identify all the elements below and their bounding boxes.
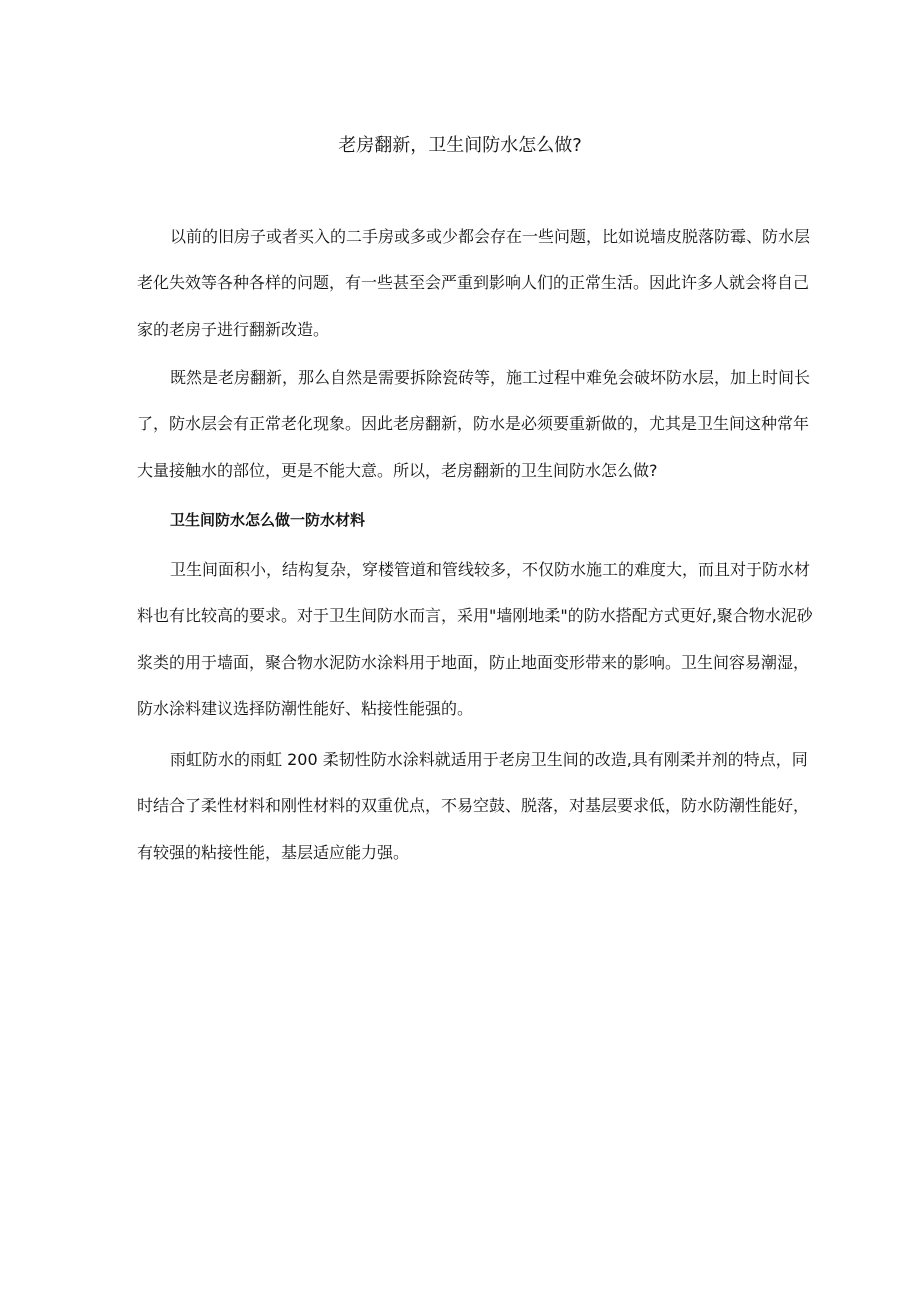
text-line: 卫生间面积小，结构复杂，穿楼管道和管线较多，不仅防水施工的难度大，而且对于防水材 (170, 560, 811, 579)
text-line: 料也有比较高的要求。对于卫生间防水而言，采用"墙刚地柔"的防水搭配方式更好,聚合物水泥砂 (137, 606, 813, 625)
text-line: 浆类的用于墙面，聚合物水泥防水涂料用于地面，防止地面变形带来的影响。卫生间容易潮湿， (137, 653, 810, 672)
text-line: 既然是老房翻新，那么自然是需要拆除瓷砖等，施工过程中难免会破坏防水层，加上时间长 (170, 368, 811, 387)
section-heading: 卫生间防水怎么做一防水材料 (170, 511, 366, 529)
document-title: 老房翻新，卫生间防水怎么做? (338, 135, 582, 156)
text-line: 大量接触水的部位，更是不能大意。所以，老房翻新的卫生间防水怎么做? (137, 461, 658, 480)
text-line: 老化失效等各种各样的问题，有一些甚至会严重到影响人们的正常生活。因此许多人就会将自己 (137, 273, 810, 292)
text-line: 雨虹防水的雨虹 200 柔韧性防水涂料就适用于老房卫生间的改造,具有刚柔并剂的特点，同 (170, 750, 808, 769)
text-line: 以前的旧房子或者买入的二手房或多或少都会存在一些问题，比如说墙皮脱落防霉、防水层 (170, 227, 811, 246)
text-line: 时结合了柔性材料和刚性材料的双重优点，不易空鼓、脱落，对基层要求低，防水防潮性能好， (137, 796, 810, 815)
text-line: 家的老房子进行翻新改造。 (137, 320, 330, 339)
text-line: 防水涂料建议选择防潮性能好、粘接性能强的。 (137, 699, 474, 718)
text-line: 有较强的粘接性能，基层适应能力强。 (137, 843, 410, 862)
text-line: 了，防水层会有正常老化现象。因此老房翻新，防水是必须要重新做的，尤其是卫生间这种常年 (137, 414, 810, 433)
